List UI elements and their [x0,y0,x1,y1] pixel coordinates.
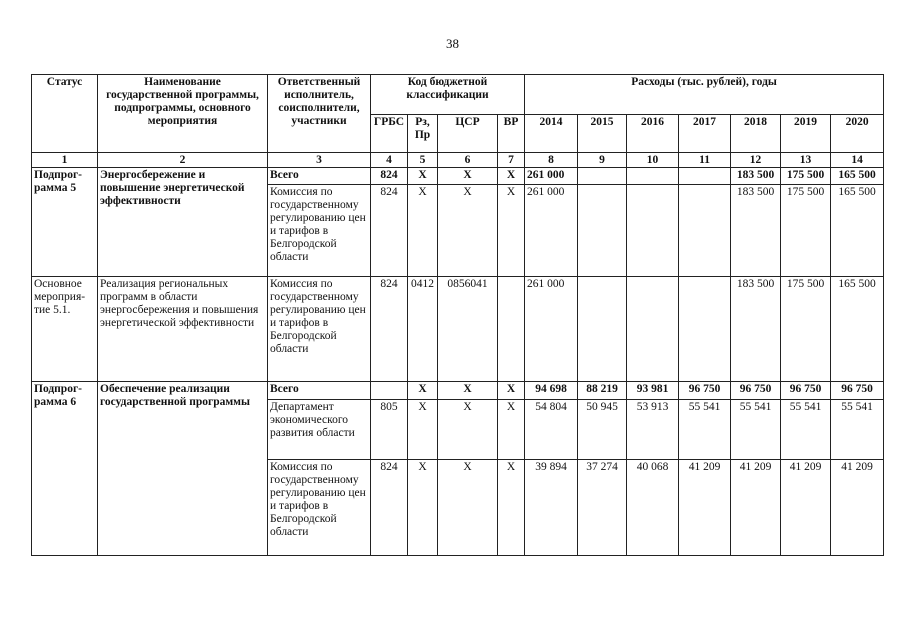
header-year-2019: 2019 [781,115,831,153]
column-number: 5 [408,153,438,168]
header-year-2020: 2020 [831,115,884,153]
row-value-2020: 96 750 [831,382,884,400]
row-name: Реализация региональных программ в области энергосбережения и повышения энергетической эффективности [98,277,268,382]
row-grbs [371,382,408,400]
column-number: 8 [525,153,578,168]
column-number: 2 [98,153,268,168]
header-budget-code: Код бюджетной классификации [371,75,525,115]
row-value-2017 [679,277,731,382]
row-value-2017: 41 209 [679,460,731,556]
row-vr [498,277,525,382]
row-value-2015: 88 219 [578,382,627,400]
row-value-2014: 261 000 [525,277,578,382]
row-value-2020: 165 500 [831,185,884,277]
row-rzpr: X [408,382,438,400]
header-rzpr: Рз, Пр [408,115,438,153]
row-value-2016 [627,277,679,382]
row-vr: X [498,168,525,185]
row-value-2018: 41 209 [731,460,781,556]
row-value-2018: 96 750 [731,382,781,400]
column-number: 9 [578,153,627,168]
row-value-2018: 55 541 [731,400,781,460]
row-rzpr: X [408,168,438,185]
column-number-row [32,153,884,168]
row-value-2019: 55 541 [781,400,831,460]
row-value-2018: 183 500 [731,185,781,277]
row-csr: X [438,168,498,185]
header-csr: ЦСР [438,115,498,153]
row-value-2019: 175 500 [781,277,831,382]
row-participant: Всего [268,382,371,400]
header-status: Статус [32,75,98,153]
page-number: 38 [446,36,459,51]
row-status: Подпрог-рамма 6 [32,382,98,556]
row-value-2016: 53 913 [627,400,679,460]
row-value-2015: 50 945 [578,400,627,460]
row-grbs: 824 [371,185,408,277]
row-value-2015 [578,277,627,382]
row-csr: X [438,460,498,556]
row-vr: X [498,460,525,556]
row-vr: X [498,382,525,400]
header-expenses: Расходы (тыс. рублей), годы [525,75,884,115]
row-value-2020: 165 500 [831,168,884,185]
row-value-2016: 40 068 [627,460,679,556]
row-value-2019: 41 209 [781,460,831,556]
column-number: 7 [498,153,525,168]
row-value-2017 [679,168,731,185]
row-csr: X [438,382,498,400]
row-value-2014: 94 698 [525,382,578,400]
row-csr: 0856041 [438,277,498,382]
header-year-2018: 2018 [731,115,781,153]
row-value-2016: 93 981 [627,382,679,400]
row-value-2017 [679,185,731,277]
row-csr: X [438,400,498,460]
row-value-2014: 261 000 [525,185,578,277]
header-vr: ВР [498,115,525,153]
column-number: 12 [731,153,781,168]
table-row [32,168,884,185]
row-value-2018: 183 500 [731,168,781,185]
row-value-2019: 96 750 [781,382,831,400]
header-name: Наименование государственной программы, подпрограммы, основного мероприятия [98,75,268,153]
row-vr: X [498,185,525,277]
table-row [32,382,884,400]
header-grbs: ГРБС [371,115,408,153]
row-rzpr: X [408,460,438,556]
row-rzpr: 0412 [408,277,438,382]
row-csr: X [438,185,498,277]
row-participant: Комиссия по государственному регулированию цен и тарифов в Белгородской области [268,460,371,556]
column-number: 4 [371,153,408,168]
row-value-2020: 41 209 [831,460,884,556]
budget-table [31,74,884,556]
row-status: Подпрог-рамма 5 [32,168,98,277]
row-participant: Комиссия по государственному регулированию цен и тарифов в Белгородской области [268,185,371,277]
column-number: 11 [679,153,731,168]
row-value-2014: 261 000 [525,168,578,185]
row-value-2018: 183 500 [731,277,781,382]
row-grbs: 824 [371,168,408,185]
row-participant: Всего [268,168,371,185]
row-value-2017: 96 750 [679,382,731,400]
row-participant: Комиссия по государственному регулированию цен и тарифов в Белгородской области [268,277,371,382]
row-grbs: 824 [371,277,408,382]
row-name: Обеспечение реализации государственной программы [98,382,268,556]
row-value-2014: 54 804 [525,400,578,460]
row-value-2020: 165 500 [831,277,884,382]
header-year-2017: 2017 [679,115,731,153]
header-year-2015: 2015 [578,115,627,153]
header-year-2016: 2016 [627,115,679,153]
header-year-2014: 2014 [525,115,578,153]
column-number: 3 [268,153,371,168]
row-vr: X [498,400,525,460]
column-number: 14 [831,153,884,168]
row-grbs: 824 [371,460,408,556]
row-rzpr: X [408,185,438,277]
row-value-2019: 175 500 [781,185,831,277]
row-grbs: 805 [371,400,408,460]
row-participant: Департамент экономического развития области [268,400,371,460]
column-number: 10 [627,153,679,168]
row-value-2016 [627,185,679,277]
header-responsible: Ответственный исполнитель, соисполнители, участники [268,75,371,153]
column-number: 1 [32,153,98,168]
row-value-2017: 55 541 [679,400,731,460]
row-value-2020: 55 541 [831,400,884,460]
row-rzpr: X [408,400,438,460]
column-number: 6 [438,153,498,168]
row-value-2015 [578,185,627,277]
row-name: Энергосбережение и повышение энергетической эффективности [98,168,268,277]
column-number: 13 [781,153,831,168]
row-value-2016 [627,168,679,185]
row-value-2015 [578,168,627,185]
row-value-2014: 39 894 [525,460,578,556]
row-status: Основное мероприя-тие 5.1. [32,277,98,382]
row-value-2019: 175 500 [781,168,831,185]
row-value-2015: 37 274 [578,460,627,556]
table-row [32,277,884,382]
